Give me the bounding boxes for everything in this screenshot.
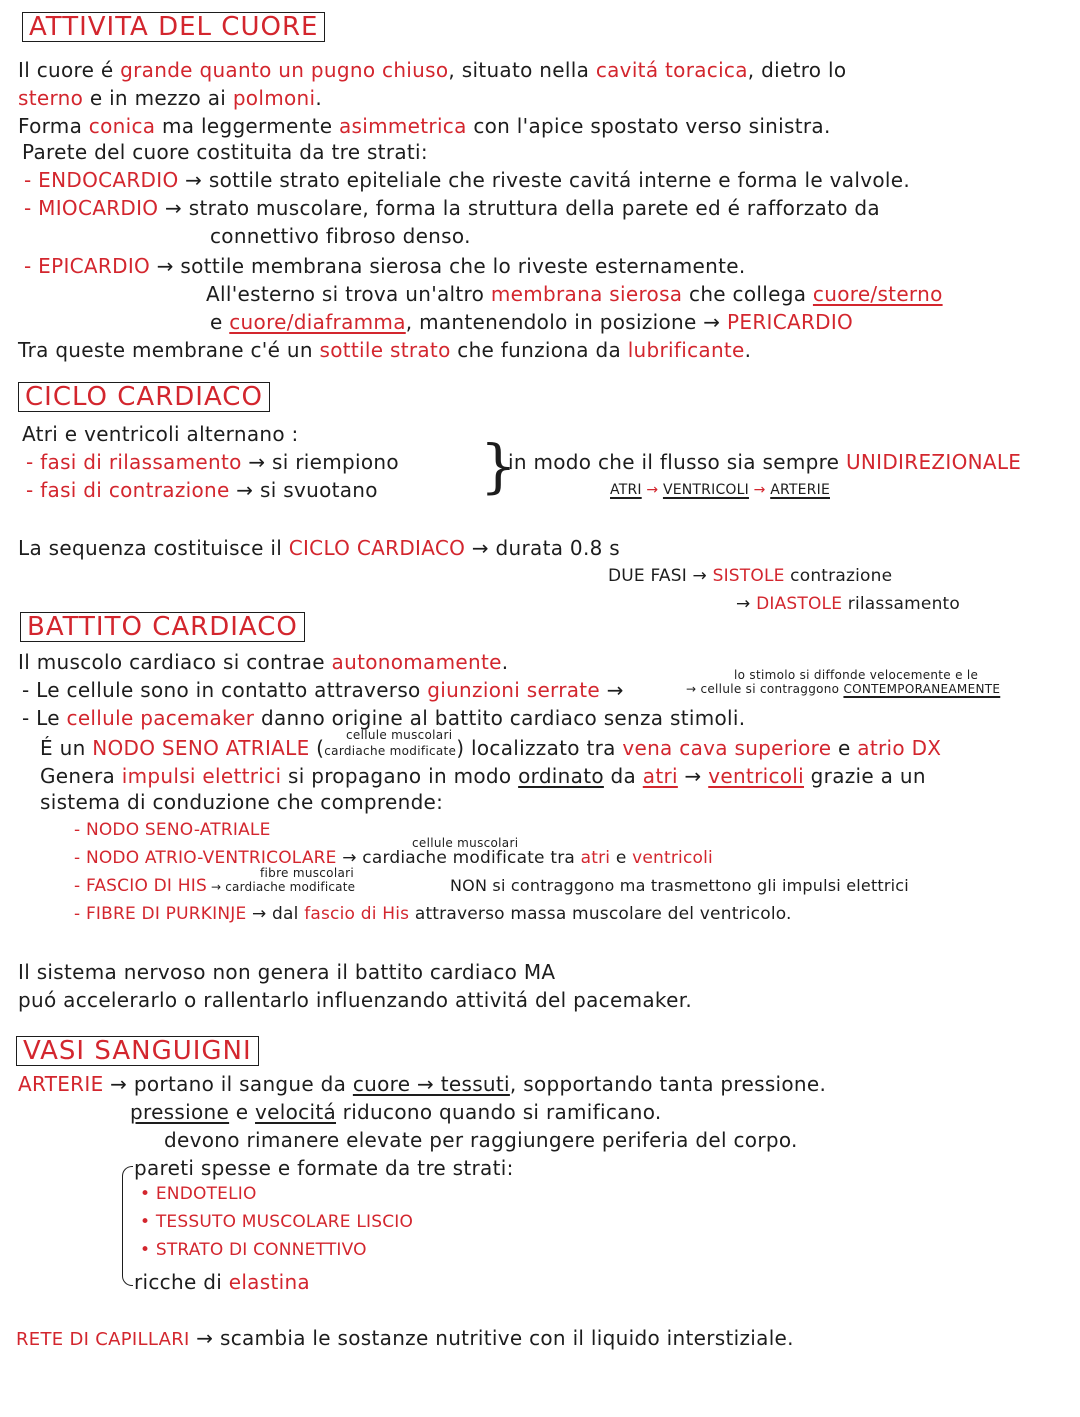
flow-line: ATRI → VENTRICOLI → ARTERIE: [610, 482, 830, 498]
paren-note: cellule muscolari: [346, 728, 453, 742]
text-line: → DIASTOLE rilassamento: [736, 594, 961, 614]
text-line: Il sistema nervoso non genera il battito cardiaco MA: [18, 960, 556, 984]
text-line: Parete del cuore costituita da tre strati:: [22, 140, 428, 164]
list-item-epicardio: - EPICARDIO → sottile membrana sierosa che lo riveste esternamente.: [24, 254, 746, 278]
text-line: La sequenza costituisce il CICLO CARDIACO → durata 0.8 s: [18, 536, 621, 560]
side-note: lo stimolo si diffonde velocemente e le: [734, 668, 979, 682]
section-title-ciclo-cardiaco: CICLO CARDIACO: [18, 382, 270, 412]
text-line: connettivo fibroso denso.: [210, 224, 471, 248]
list-item-miocardio: - MIOCARDIO → strato muscolare, forma la struttura della parete ed é rafforzato da: [24, 196, 880, 220]
bullet-endotelio: • ENDOTELIO: [140, 1184, 257, 1204]
section-title-attivita-cuore: ATTIVITA DEL CUORE: [22, 12, 325, 42]
side-note: → cellule si contraggono CONTEMPORANEAMENTE: [686, 682, 1001, 696]
brace-icon: }: [480, 432, 517, 500]
list-item-capillari: RETE DI CAPILLARI → scambia le sostanze nutritive con il liquido interstiziale.: [16, 1326, 794, 1350]
text-line: DUE FASI → SISTOLE contrazione: [608, 566, 893, 586]
text-line: e cuore/diaframma, mantenendolo in posizione → PERICARDIO: [210, 310, 854, 334]
side-note: cellule muscolari: [412, 836, 519, 850]
text-line: ricche di elastina: [134, 1270, 310, 1294]
side-note: fibre muscolari: [260, 866, 354, 880]
list-item-nodo-seno-atriale: - NODO SENO-ATRIALE: [74, 820, 271, 840]
list-item-arterie: ARTERIE → portano il sangue da cuore → tessuti, sopportando tanta pressione.: [18, 1072, 827, 1096]
text-line: Tra queste membrane c'é un sottile strato che funziona da lubrificante.: [18, 338, 752, 362]
list-item-endocardio: - ENDOCARDIO → sottile strato epiteliale che riveste cavitá interne e forma le valvole.: [24, 168, 910, 192]
list-item-purkinje: - FIBRE DI PURKINJE → dal fascio di His attraverso massa muscolare del ventricolo.: [74, 904, 792, 924]
text-line: É un NODO SENO ATRIALE (cardiache modificate) localizzato tra vena cava superiore e atrio DX: [40, 736, 942, 760]
section-title-battito-cardiaco: BATTITO CARDIACO: [20, 612, 305, 642]
text-line: pressione e velocitá riducono quando si ramificano.: [130, 1100, 662, 1124]
bracket-icon: [122, 1166, 133, 1286]
text-line: sistema di conduzione che comprende:: [40, 790, 444, 814]
list-item-contrazione: - fasi di contrazione → si svuotano: [26, 478, 378, 502]
text-line: - Le cellule sono in contatto attraverso giunzioni serrate →: [22, 678, 624, 702]
list-item-nodo-av: - NODO ATRIO-VENTRICOLARE → cardiache modificate tra atri e ventricoli: [74, 848, 713, 868]
text-line: Genera impulsi elettrici si propagano in modo ordinato da atri → ventricoli grazie a un: [40, 764, 926, 788]
text-line: Atri e ventricoli alternano :: [22, 422, 299, 446]
text-line: All'esterno si trova un'altro membrana sierosa che collega cuore/sterno: [206, 282, 943, 306]
text-line: devono rimanere elevate per raggiungere periferia del corpo.: [164, 1128, 798, 1152]
section-title-vasi-sanguigni: VASI SANGUIGNI: [16, 1036, 259, 1066]
text-line: Il cuore é grande quanto un pugno chiuso, situato nella cavitá toracica, dietro lo: [18, 58, 847, 82]
text-line: Il muscolo cardiaco si contrae autonomamente.: [18, 650, 509, 674]
text-line: in modo che il flusso sia sempre UNIDIREZIONALE: [508, 450, 1022, 474]
list-item-rilassamento: - fasi di rilassamento → si riempiono: [26, 450, 399, 474]
bullet-strato-connettivo: • STRATO DI CONNETTIVO: [140, 1240, 367, 1260]
text-line: pareti spesse e formate da tre strati:: [134, 1156, 514, 1180]
bullet-tessuto-muscolare: • TESSUTO MUSCOLARE LISCIO: [140, 1212, 414, 1232]
list-item-fascio-his: - FASCIO DI HIS → cardiache modificate: [74, 876, 356, 896]
text-line: sterno e in mezzo ai polmoni.: [18, 86, 323, 110]
text-line: NON si contraggono ma trasmettono gli impulsi elettrici: [450, 876, 909, 895]
text-line: Forma conica ma leggermente asimmetrica con l'apice spostato verso sinistra.: [18, 114, 831, 138]
text-line: - Le cellule pacemaker danno origine al battito cardiaco senza stimoli.: [22, 706, 746, 730]
text-line: puó accelerarlo o rallentarlo influenzando attivitá del pacemaker.: [18, 988, 693, 1012]
